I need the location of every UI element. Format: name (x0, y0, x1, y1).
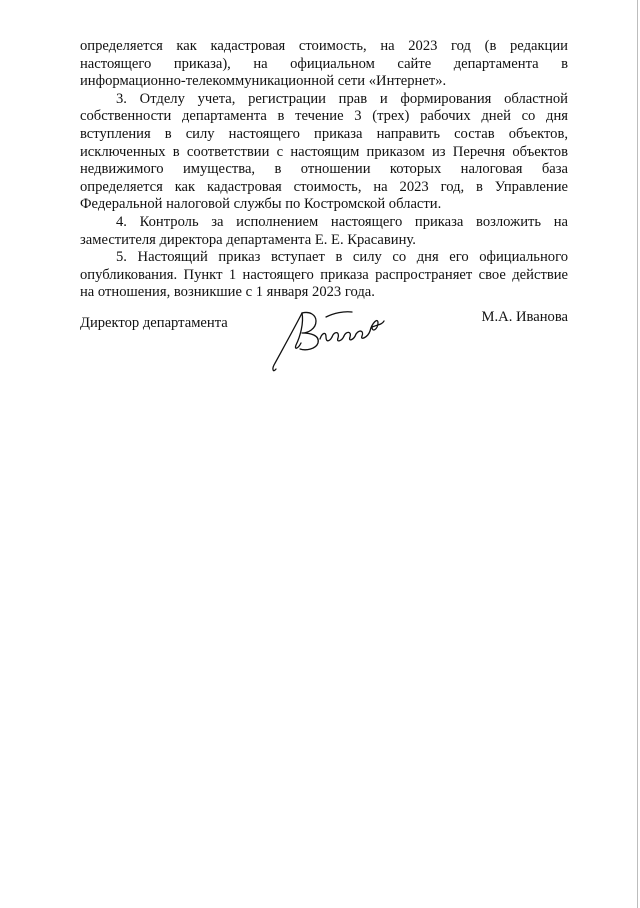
text-line: настоящего приказа), на официальном сайте департамента в (80, 55, 568, 72)
text-line: исключенных в соответствии с настоящим приказом из Перечня объектов (80, 143, 568, 160)
text-line: заместителя директора департамента Е. Е. Красавину. (80, 231, 416, 248)
text-line: вступления в силу настоящего приказа направить состав объектов, (80, 125, 568, 142)
text-line: на отношения, возникшие с 1 января 2023 года. (80, 284, 375, 301)
handwritten-signature (266, 303, 398, 375)
text-line: недвижимого имущества, в отношении которых налоговая база (80, 161, 568, 178)
text-line: Федеральной налоговой службы по Костромской области. (80, 196, 442, 213)
paragraph-5-start: 5. Настоящий приказ вступает в силу со дня его официального (116, 249, 568, 266)
text-line: собственности департамента в течение 3 (трех) рабочих дней со дня (80, 108, 568, 125)
signatory-position: Директор департамента (80, 315, 228, 331)
paragraph-4-start: 4. Контроль за исполнением настоящего приказа возложить на (116, 213, 568, 230)
signatory-name: М.А. Иванова (481, 309, 568, 325)
text-line: информационно-телекоммуникационной сети «Интернет». (80, 73, 447, 90)
text-line: определяется как кадастровая стоимость, на 2023 год, в Управление (80, 178, 568, 195)
text-line: определяется как кадастровая стоимость, на 2023 год (в редакции (80, 38, 568, 54)
signature-block (80, 303, 568, 383)
text-line: опубликования. Пункт 1 настоящего приказа распространяет свое действие (80, 266, 568, 283)
page-edge (637, 0, 638, 908)
document-body (80, 38, 568, 302)
paragraph-3-start: 3. Отделу учета, регистрации прав и формирования областной (116, 90, 568, 107)
